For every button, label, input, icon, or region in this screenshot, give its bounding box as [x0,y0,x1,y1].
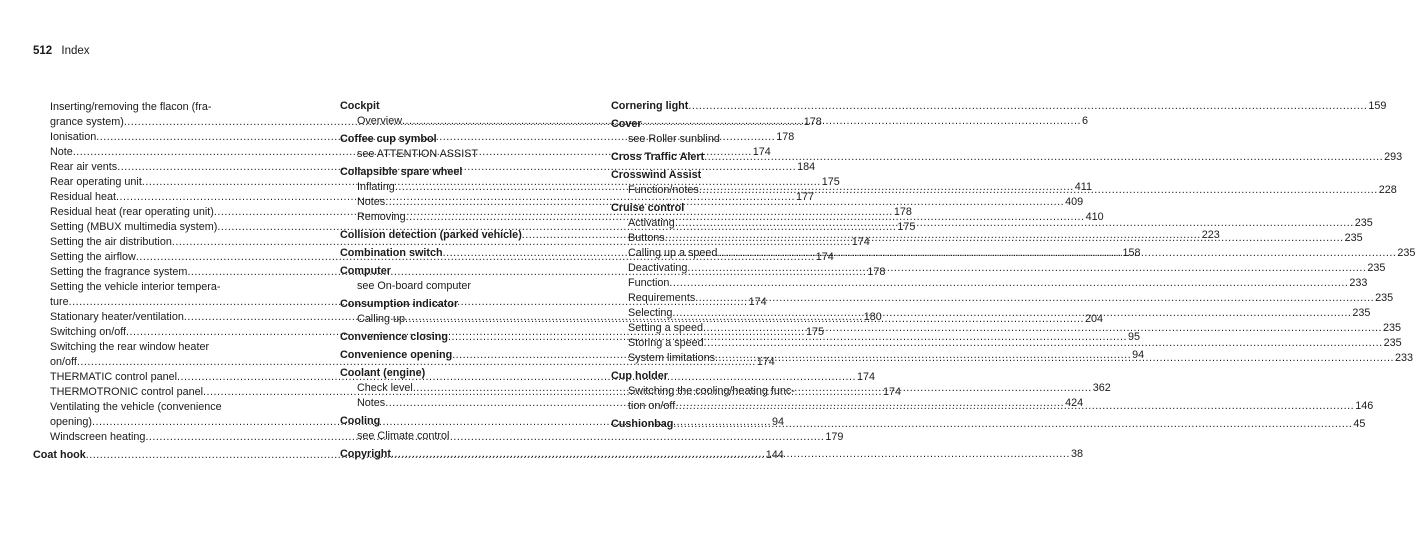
page-reference[interactable]: 178 [803,116,822,128]
page-reference[interactable]: 158 [1122,247,1141,259]
entry-title: Coolant (engine) [340,367,426,379]
entry-title: Cushionbag [611,418,674,430]
dot-leader [688,99,1367,114]
cross-reference: see Climate control [357,430,450,442]
subentry-text: Residual heat [50,191,117,203]
page-reference[interactable]: 235 [1383,322,1402,334]
entry-title: Cornering light [611,100,689,112]
dot-leader [675,399,1354,414]
page-reference[interactable]: 410 [1085,211,1104,223]
subentry-text: THERMOTRONIC control panel [50,386,203,398]
entry-title: Coat hook [33,449,86,461]
dot-leader [687,261,1366,276]
page-reference[interactable]: 175 [897,221,916,233]
page-reference[interactable]: 174 [748,296,767,308]
page-reference[interactable]: 178 [776,131,795,143]
dot-leader [717,246,1396,261]
subentry-text: Inserting/removing the flacon (fra- [50,101,212,113]
page-reference[interactable]: 174 [815,251,834,263]
page-reference[interactable]: 362 [1092,382,1111,394]
index-line [611,321,1402,336]
index-line [611,99,1387,114]
entry-title: Computer [340,265,391,277]
subentry-text: Function [628,277,670,289]
subentry-text: Setting the vehicle interior tempera- [50,281,221,293]
entry-title: Cooling [340,415,381,427]
index-entry [611,117,874,147]
page-reference[interactable]: 95 [1127,331,1140,343]
section-title: Index [61,45,90,57]
entry-title: Convenience opening [340,349,453,361]
subentry-text: Windscreen heating [50,431,146,443]
subentry-text: Residual heat (rear operating unit) [50,206,214,218]
entry-title: Cup holder [611,370,668,382]
entry-title: Convenience closing [340,331,448,343]
page-reference[interactable]: 411 [1074,181,1092,193]
page-reference[interactable]: 38 [1070,448,1083,460]
dot-leader [672,306,1351,321]
page-reference[interactable]: 178 [893,206,912,218]
entry-title: Consumption indicator [340,298,459,310]
index-entry [340,264,603,294]
index-entry [611,417,1366,432]
page-reference[interactable]: 235 [1367,262,1386,274]
entry-title: Cockpit [340,100,380,112]
page-reference[interactable]: 174 [756,356,775,368]
page-reference[interactable]: 184 [797,161,816,173]
cross-reference: see On-board computer [357,280,472,292]
subentry-text: Rear air vents [50,161,118,173]
page-reference[interactable]: 228 [1378,184,1397,196]
page-reference[interactable]: 235 [1344,232,1363,244]
page-reference[interactable]: 204 [1084,313,1103,325]
dot-leader [391,447,1070,462]
entry-title: Cross Traffic Alert [611,151,705,163]
subentry-text: Setting the air distribution [50,236,172,248]
subentry-text: Notes [357,397,386,409]
subentry-text: Removing [357,211,406,223]
subentry-text: on/off [50,356,77,368]
page-reference[interactable]: 223 [1201,229,1220,241]
subentry-text: Setting the airflow [50,251,136,263]
page-reference[interactable]: 235 [1397,247,1415,259]
cross-reference: see ATTENTION ASSIST [357,148,478,160]
page-reference[interactable]: 174 [882,386,901,398]
page-reference[interactable]: 174 [851,236,870,248]
entry-title: Combination switch [340,247,443,259]
subentry-text: Buttons [628,232,665,244]
dot-leader [704,336,1383,351]
index-line [611,276,1368,291]
page-reference[interactable]: 174 [856,371,875,383]
dot-leader [669,276,1348,291]
page-header [33,44,90,58]
page-reference[interactable]: 235 [1375,292,1394,304]
subentry-text: THERMATIC control panel [50,371,178,383]
entry-title: Crosswind Assist [611,169,702,181]
index-entry [611,150,1403,165]
subentry-text: Storing a speed [628,337,704,349]
subentry-text: opening) [50,416,93,428]
index-entry [340,132,603,162]
page-reference[interactable]: 144 [765,449,784,461]
subentry-text: Ionisation [50,131,97,143]
page-number: 512 [33,45,53,57]
page-reference[interactable]: 146 [1355,400,1374,412]
page-reference[interactable]: 235 [1354,217,1373,229]
subentry-text: ture [50,296,69,308]
subentry-text: Inflating [357,181,395,193]
index-entry [611,99,1387,114]
page-reference[interactable]: 94 [1132,349,1145,361]
cross-reference: see Roller sunblind [628,133,720,145]
index-entry [340,414,603,444]
subentry-text: Setting the fragrance system [50,266,188,278]
dot-leader [673,417,1352,432]
subentry-text: Deactivating [628,262,688,274]
dot-leader [699,183,1378,198]
dot-leader [695,291,1374,306]
page-reference[interactable]: 233 [1394,352,1413,364]
subentry-text: Note [50,146,73,158]
subentry-text: Requirements [628,292,696,304]
subentry-text: Switching on/off [50,326,127,338]
page-reference[interactable]: 177 [795,191,814,203]
subentry-text: Function/notes [628,184,699,196]
entry-title: Cruise control [611,202,685,214]
subentry-text: tion on/off [628,400,676,412]
subentry-text: Overview [357,115,402,127]
subentry-text: Stationary heater/ventilation [50,311,184,323]
dot-leader [665,231,1344,246]
page-reference[interactable]: 175 [821,176,840,188]
page-reference[interactable]: 159 [1368,100,1387,112]
subentry-text: Setting (MBUX multimedia system) [50,221,218,233]
entry-title: Collision detection (parked vehicle) [340,229,522,241]
subentry-text: Switching the rear window heater [50,341,210,353]
subentry-text: Activating [628,217,675,229]
page-reference[interactable]: 94 [771,416,784,428]
subentry-text: Switching the cooling/heating func- [628,385,795,397]
entry-title: Collapsible spare wheel [340,166,463,178]
subentry-text: Calling up a speed [628,247,718,259]
index-line [611,150,1403,165]
page-reference[interactable]: 179 [825,431,844,443]
page-reference[interactable]: 235 [1352,307,1371,319]
page-reference[interactable]: 293 [1384,151,1403,163]
page-reference[interactable]: 45 [1353,418,1366,430]
page-reference[interactable]: 235 [1383,337,1402,349]
subentry-text: Setting a speed [628,322,704,334]
dot-leader [703,321,1382,336]
entry-title: Cover [611,118,642,130]
index-line [611,417,1366,432]
page-reference[interactable]: 233 [1349,277,1368,289]
subentry-text: Selecting [628,307,673,319]
page-reference[interactable]: 6 [1081,115,1088,127]
dot-leader [675,216,1354,231]
subentry-text: grance system) [50,116,124,128]
page-reference[interactable]: 178 [867,266,886,278]
page-reference[interactable]: 180 [863,311,882,323]
subentry-text: Rear operating unit [50,176,142,188]
page-reference[interactable]: 174 [752,146,771,158]
page-reference[interactable]: 424 [1065,397,1084,409]
dot-leader [715,351,1394,366]
entry-title: Coffee cup symbol [340,133,437,145]
subentry-text: Check level [357,382,413,394]
dot-leader [704,150,1383,165]
page-reference[interactable]: 175 [805,326,824,338]
entry-title: Copyright [340,448,391,460]
page-reference[interactable]: 409 [1065,196,1084,208]
subentry-text: Calling up [357,313,406,325]
subentry-text: System limitations [628,352,715,364]
subentry-text: Ventilating the vehicle (convenience [50,401,222,413]
index-line [611,291,1394,306]
subentry-text: Notes [357,196,386,208]
